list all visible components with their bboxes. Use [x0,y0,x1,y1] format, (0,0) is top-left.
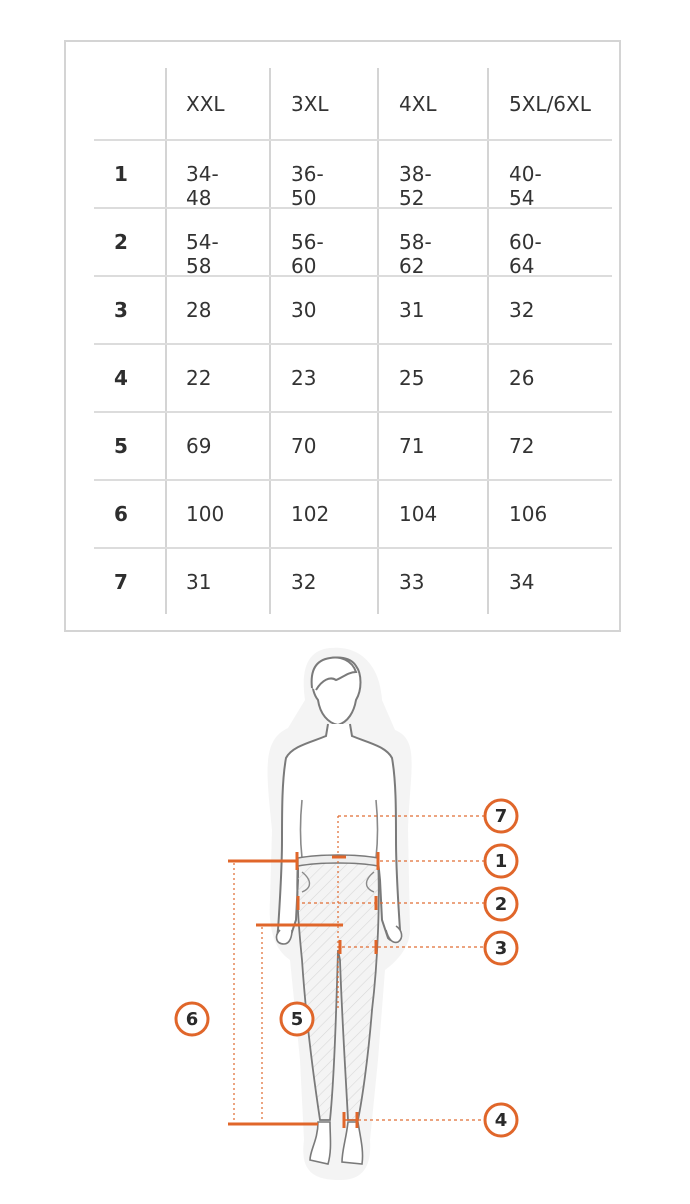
table-cell: 28 [186,298,212,322]
column-divider [269,68,271,614]
column-header-xxl: XXL [186,92,225,116]
row-label: 3 [114,298,128,322]
table-cell: 58-62 [399,230,432,278]
svg-text:5: 5 [290,1009,304,1030]
table-cell: 32 [509,298,535,322]
table-cell: 36-50 [291,162,324,210]
table-cell: 31 [186,570,212,594]
table-cell: 102 [291,502,330,526]
row-label: 4 [114,366,128,390]
body-figure-illustration [0,640,690,1200]
svg-text:4: 4 [494,1110,508,1131]
row-label: 6 [114,502,128,526]
table-cell: 72 [509,434,535,458]
table-cell: 34-48 [186,162,219,210]
table-cell: 104 [399,502,438,526]
svg-text:2: 2 [494,894,508,915]
table-cell: 30 [291,298,317,322]
table-cell: 54-58 [186,230,219,278]
table-cell: 33 [399,570,425,594]
svg-text:6: 6 [185,1009,199,1030]
svg-text:3: 3 [494,938,508,959]
svg-text:7: 7 [494,806,508,827]
column-header-4xl: 4XL [399,92,437,116]
row-divider [94,547,612,549]
table-cell: 100 [186,502,225,526]
table-cell: 40-54 [509,162,542,210]
table-cell: 106 [509,502,548,526]
table-cell: 34 [509,570,535,594]
marker-badge-3 [485,932,517,964]
marker-badge-6 [176,1003,208,1035]
column-divider [487,68,489,614]
column-divider [165,68,167,614]
table-cell: 69 [186,434,212,458]
marker-badge-2 [485,888,517,920]
table-cell: 22 [186,366,212,390]
row-divider [94,411,612,413]
table-cell: 26 [509,366,535,390]
row-label: 2 [114,230,128,254]
table-cell: 60-64 [509,230,542,278]
table-cell: 38-52 [399,162,432,210]
table-cell: 70 [291,434,317,458]
marker-badge-5 [281,1003,313,1035]
column-header-5xl-6xl: 5XL/6XL [509,92,591,116]
measurement-diagram [0,640,690,1200]
size-chart-table [64,40,621,632]
table-cell: 31 [399,298,425,322]
table-cell: 23 [291,366,317,390]
marker-badge-4 [485,1104,517,1136]
row-label: 5 [114,434,128,458]
marker-badge-1 [485,845,517,877]
row-label: 1 [114,162,128,186]
table-cell: 71 [399,434,425,458]
row-divider [94,139,612,141]
column-divider [377,68,379,614]
table-cell: 32 [291,570,317,594]
table-cell: 56-60 [291,230,324,278]
row-divider [94,343,612,345]
table-cell: 25 [399,366,425,390]
svg-text:1: 1 [494,851,508,872]
row-label: 7 [114,570,128,594]
column-header-3xl: 3XL [291,92,329,116]
row-divider [94,479,612,481]
marker-badge-7 [485,800,517,832]
